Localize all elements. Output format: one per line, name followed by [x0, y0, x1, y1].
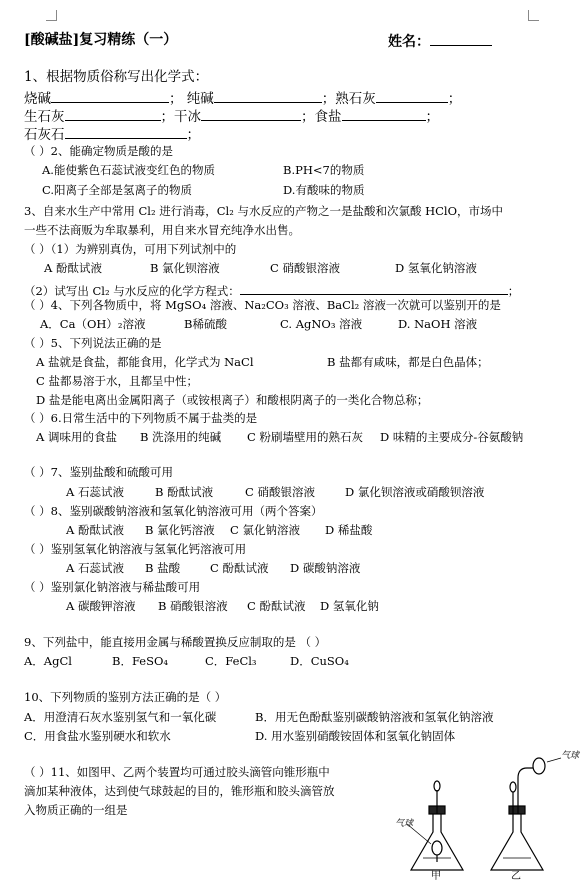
flask-b-balloon-pointer: [547, 758, 561, 762]
q2-option-c: C.阳离子全部是氢离子的物质: [42, 183, 193, 197]
flask-b-stopper: [509, 806, 525, 814]
q8c-option-d: D 氢氧化钠: [320, 599, 379, 613]
q6-option-c: C 粉刷墙壁用的熟石灰: [247, 430, 363, 444]
apparatus-figure: [385, 752, 583, 884]
q3-sub2-end: ；: [507, 284, 520, 298]
answer-blank[interactable]: [65, 126, 187, 139]
q2-stem: （ ）2、能确定物质是酸的是: [24, 144, 173, 158]
page-title: [酸碱盐]复习精练（一）: [24, 32, 178, 48]
equation-blank[interactable]: [240, 282, 508, 295]
name-field[interactable]: [430, 33, 492, 46]
q1-row-1: [24, 90, 461, 107]
q9-option-b: B．FeSO₄: [112, 654, 169, 668]
q1-row-2: [24, 108, 439, 125]
flask-a-balloon: [432, 841, 442, 855]
q4-stem: （ ）4、下列各物质中，将 MgSO₄ 溶液、Na₂CO₃ 溶液、BaCl₂ 溶液一次就可以鉴别开的是: [24, 298, 501, 312]
q5-option-c: C 盐都易溶于水，且都呈中性；: [36, 374, 198, 388]
flask-b-balloon: [533, 758, 545, 774]
q8c-option-a: A 碳酸钾溶液: [66, 599, 136, 613]
q8c-stem: （ ）鉴别氯化钠溶液与稀盐酸可用: [24, 580, 201, 594]
q1-label: 烧碱: [24, 91, 51, 107]
q1-label: 石灰石: [24, 127, 65, 143]
q3-sub2: [24, 282, 519, 298]
q11-stem-line-3: 入物质正确的一组是: [24, 803, 128, 817]
q1-stem: 1、根据物质俗称写出化学式：: [24, 69, 209, 85]
q8-option-d: D 稀盐酸: [325, 523, 373, 537]
answer-blank[interactable]: [65, 108, 161, 121]
q1-label: ；: [186, 127, 200, 143]
q10-option-b: B．用无色酚酞鉴别碳酸钠溶液和氢氧化钠溶液: [255, 710, 494, 724]
balloon-label-b: 气球: [561, 751, 580, 761]
q3-stem-line-2: 一些不法商贩为牟取暴利，用自来水冒充纯净水出售。: [24, 223, 300, 237]
q6-option-b: B 洗涤用的纯碱: [140, 430, 222, 444]
q6-option-d: D 味精的主要成分-谷氨酸钠: [380, 430, 524, 444]
q4-option-c: C. AgNO₃ 溶液: [280, 317, 363, 331]
q3-option-d: D 氢氧化钠溶液: [395, 261, 477, 275]
q1-label: ；干冰: [160, 109, 201, 125]
answer-blank[interactable]: [214, 90, 322, 103]
q3-option-b: B 氯化钡溶液: [150, 261, 220, 275]
q8b-option-d: D 碳酸钠溶液: [290, 561, 361, 575]
q1-label: ；熟石灰: [321, 91, 376, 107]
balloon-label-a: 气球: [395, 819, 414, 829]
q8b-stem: （ ）鉴别氢氧化钠溶液与氢氧化钙溶液可用: [24, 542, 247, 556]
flask-b: [491, 758, 561, 870]
q5-stem: （ ）5、下列说法正确的是: [24, 336, 162, 350]
q8b-option-a: A 石蕊试液: [66, 561, 124, 575]
q8-stem: （ ）8、鉴别碳酸钠溶液和氢氧化钠溶液可用（两个答案）: [24, 504, 323, 518]
q8b-option-b: B 盐酸: [145, 561, 181, 575]
flask-b-dropper-bulb: [510, 782, 516, 792]
flask-b-body: [491, 814, 543, 870]
q3-stem-line-1: 3、自来水生产中常用 Cl₂ 进行消毒，Cl₂ 与水反应的产物之一是盐酸和次氯酸 HClO，市场中: [24, 204, 504, 218]
flask-a: [407, 781, 463, 870]
answer-blank[interactable]: [376, 90, 448, 103]
q5-option-d: D 盐是能电离出金属阳离子（或铵根离子）和酸根阴离子的一类化合物总称；: [36, 393, 429, 407]
q11-stem-line-1: （ ）11、如图甲、乙两个装置均可通过胶头滴管向锥形瓶中: [24, 765, 330, 779]
q2-option-d: D.有酸味的物质: [283, 183, 365, 197]
q1-label: ； 纯碱: [169, 91, 214, 107]
q7-stem: （ ）7、鉴别盐酸和硫酸可用: [24, 465, 173, 479]
q8-option-c: C 氯化钠溶液: [230, 523, 300, 537]
q3-sub2-label: （2）试写出 Cl₂ 与水反应的化学方程式：: [24, 284, 240, 298]
q8-option-a: A 酚酞试液: [66, 523, 124, 537]
q7-option-d: D 氯化钡溶液或硝酸钡溶液: [345, 485, 485, 499]
q11-stem-line-2: 滴加某种液体，达到使气球鼓起的目的，锥形瓶和胶头滴管放: [24, 784, 335, 798]
flask-b-label: 乙: [511, 871, 521, 882]
q5-option-b: B 盐都有咸味，都是白色晶体；: [327, 355, 489, 369]
q5-option-a: A 盐就是食盐，都能食用，化学式为 NaCl: [36, 355, 254, 369]
q9-option-c: C．FeCl₃: [205, 654, 257, 668]
q4-option-d: D. NaOH 溶液: [398, 317, 478, 331]
q8b-option-c: C 酚酞试液: [210, 561, 269, 575]
q6-stem: （ ）6.日常生活中的下列物质不属于盐类的是: [24, 411, 258, 425]
q9-option-d: D．CuSO₄: [290, 654, 349, 668]
name-label-text: 姓名：: [388, 34, 430, 50]
q3-option-a: A 酚酞试液: [44, 261, 102, 275]
q7-option-a: A 石蕊试液: [66, 485, 124, 499]
q1-label: ；: [425, 109, 439, 125]
q1-label: ；: [447, 91, 462, 107]
q8-option-b: B 氯化钙溶液: [145, 523, 215, 537]
q1-label: 生石灰: [24, 109, 65, 125]
q8c-option-b: B 硝酸银溶液: [158, 599, 228, 613]
flask-diagram-svg: [385, 752, 583, 884]
q3-option-c: C 硝酸银溶液: [270, 261, 340, 275]
q2-option-a: A.能使紫色石蕊试液变红色的物质: [42, 163, 215, 177]
q4-option-b: B稀硫酸: [184, 317, 227, 331]
page-corner-mark-right: [528, 10, 539, 21]
q10-option-a: A．用澄清石灰水鉴别氢气和一氧化碳: [24, 710, 217, 724]
q9-stem: 9、下列盐中，能直接用金属与稀酸置换反应制取的是 （ ）: [24, 635, 327, 649]
q7-option-b: B 酚酞试液: [155, 485, 214, 499]
q2-option-b: B.PH<7的物质: [283, 163, 365, 177]
answer-blank[interactable]: [51, 90, 169, 103]
q10-option-c: C．用食盐水鉴别硬水和软水: [24, 729, 171, 743]
flask-a-label: 甲: [431, 871, 441, 882]
answer-blank[interactable]: [201, 108, 301, 121]
answer-blank[interactable]: [342, 108, 426, 121]
q9-option-a: A．AgCl: [24, 654, 72, 668]
page-corner-mark-left: [46, 10, 57, 21]
q8c-option-c: C 酚酞试液: [247, 599, 306, 613]
q4-option-a: A．Ca（OH）₂溶液: [40, 317, 146, 331]
q3-sub1-stem: （ ）（1）为辨别真伪，可用下列试剂中的: [24, 242, 237, 256]
q1-row-3: [24, 126, 200, 143]
q10-option-d: D. 用水鉴别硝酸铵固体和氢氧化钠固体: [255, 729, 456, 743]
flask-a-dropper-bulb: [434, 781, 440, 791]
q6-option-a: A 调味用的食盐: [36, 430, 117, 444]
name-label: [388, 33, 492, 49]
q7-option-c: C 硝酸银溶液: [245, 485, 315, 499]
q10-stem: 10、下列物质的鉴别方法正确的是（ ）: [24, 690, 227, 704]
q1-label: ；食盐: [301, 109, 342, 125]
